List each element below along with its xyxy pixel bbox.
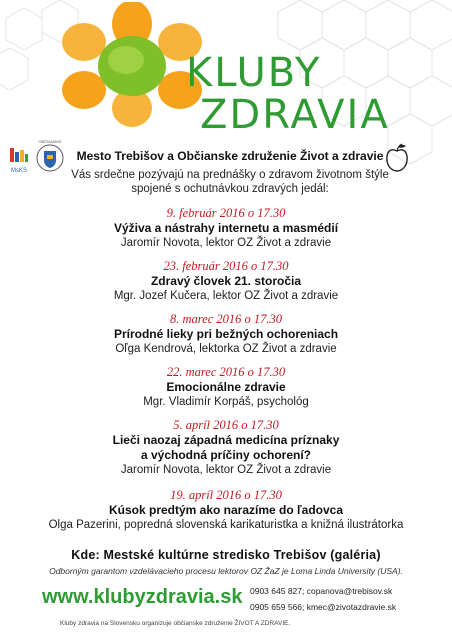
event-date: 9. február 2016 o 17.30 [166,206,286,220]
mesto-crest-text: OBČIANSKE [38,139,62,144]
event-title: Zdravý človek 21. storočia [150,274,302,288]
event-title: Výživa a nástrahy internetu a masmédií [113,221,339,235]
event-title: Prírodné lieky pri bežných ochoreniach [113,327,339,341]
event-title-line2: a východná príčiny ochorení? [140,448,312,462]
event-speaker: Olga Pazerini, popredná slovenská karikaturistka a knižná ilustrátorka [48,519,404,531]
event-item [0,259,452,303]
website-link[interactable]: www.klubyzdravia.sk [42,586,243,608]
guarantee-note: Odborným garantom vzdelávacieho procesu lektorov OZ ŽaZ je Loma Linda University (USA). [49,566,403,576]
mks-logo-text: MsKS [10,168,28,174]
event-speaker: Oľga Kendrová, lektorka OZ Život a zdravie [115,343,337,355]
event-speaker: Mgr. Jozef Kučera, lektor OZ Život a zdravie [113,290,339,302]
brand-title-line1: KLUBY [186,50,322,96]
event-title: Emocionálne zdravie [166,380,286,394]
venue-line: Kde: Mestské kultúrne stredisko Trebišov (galéria) [71,548,381,562]
event-date: 19. apríl 2016 o 17.30 [170,488,282,502]
event-date: 5. apríl 2016 o 17.30 [173,418,279,432]
event-item [0,488,452,532]
event-date: 23. február 2016 o 17.30 [163,259,289,273]
event-title: Lieči naozaj západná medicína príznaky [112,433,340,447]
contact-line[interactable]: 0903 645 827; copanova@trebisov.sk [250,586,393,596]
footer-note: Kluby zdravia na Slovensku organizuje občianske združenie ŽIVOT A ZDRAVIE. [60,620,291,627]
mks-logo-icon [8,146,30,178]
event-item [0,206,452,250]
event-speaker: Jaromír Novota, lektor OZ Život a zdravie [120,237,332,249]
brand-title-line2: ZDRAVIA [200,92,390,138]
event-item [0,418,452,477]
event-speaker: Mgr. Vladimír Korpáš, psychológ [143,396,309,408]
brand-title [186,52,390,136]
organizers-line: Mesto Trebišov a Občianske združenie Život a zdravie [76,149,384,163]
event-item [0,365,452,409]
event-date: 8. marec 2016 o 17.30 [169,312,283,326]
intro-text: Vás srdečne pozývajú na prednášky o zdravom životnom štýle spojené s ochutnávkou zdravých jedál: [71,169,389,195]
event-item [0,312,452,356]
event-title: Kúsok predtým ako narazíme do ľadovca [108,503,344,517]
event-speaker: Jaromír Novota, lektor OZ Život a zdravie [120,464,332,476]
event-date: 22. marec 2016 o 17.30 [166,365,286,379]
contact-line[interactable]: 0905 659 566; kmec@zivotazdravie.sk [250,602,397,612]
